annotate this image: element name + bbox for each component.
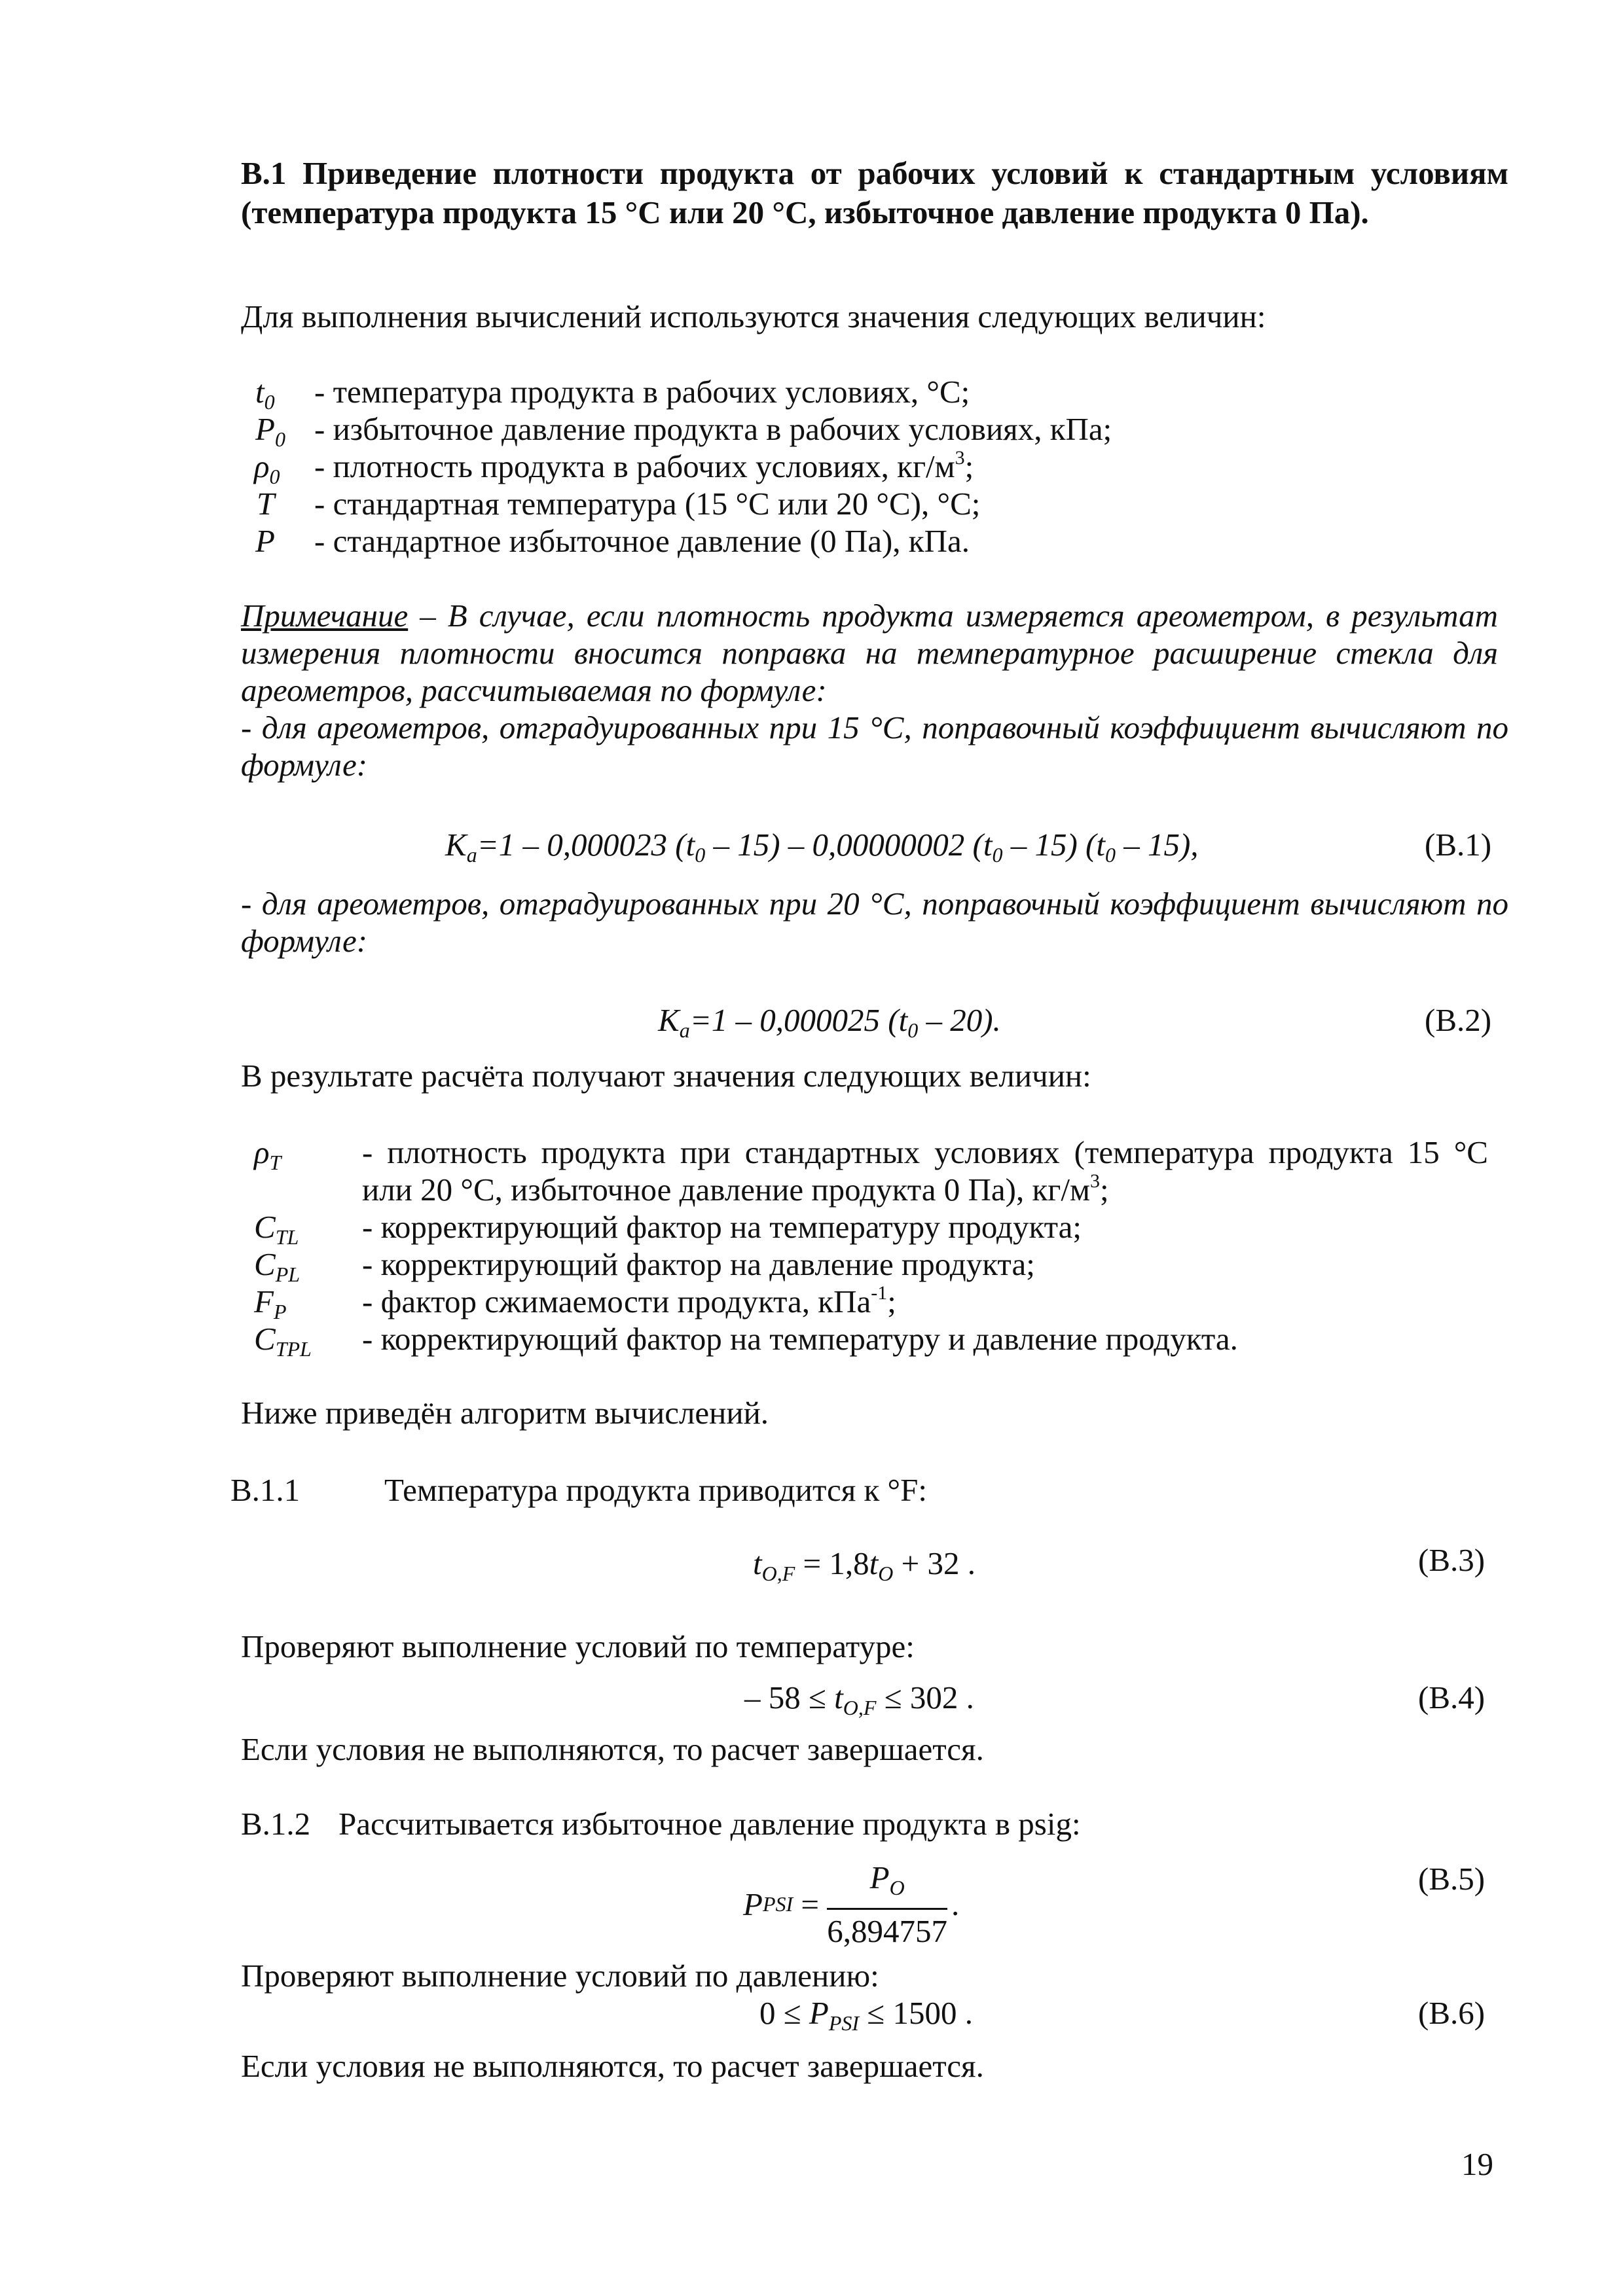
input-desc-P: - стандартное избыточное давление (0 Па), кПа. [314, 523, 970, 559]
note-line-5: формуле: [241, 747, 368, 783]
input-symbol-t0: $t_0$ [255, 374, 275, 414]
output-desc-fp: - фактор сжимаемости продукта, кПа$^{-1}$; [362, 1282, 896, 1319]
equation-number-b4: (В.4) [1418, 1679, 1486, 1715]
equation-number-b1: (В.1) [1425, 827, 1492, 863]
output-desc-ctl: - корректирующий фактор на температуру продукта; [362, 1209, 1082, 1245]
equation-b6: $0 \le P_{PSI} \le 1500$ . [759, 1995, 973, 2035]
output-symbol-fp: $F_P$ [254, 1283, 287, 1323]
output-desc-rhoT-line-2: или 20 °С, избыточное давление продукта 0 Па), $кг/м^3$; [362, 1170, 1109, 1208]
note2-line-2: формуле: [241, 923, 368, 959]
input-symbol-p0: $P_0$ [255, 411, 285, 451]
output-desc-rhoT-line-1: - плотность продукта при стандартных условиях (температура продукта 15 °С [362, 1134, 1488, 1170]
output-symbol-cpl: $C_{PL}$ [254, 1246, 301, 1286]
equation-number-b6: (В.6) [1418, 1995, 1486, 2031]
equation-number-b2: (В.2) [1425, 1002, 1492, 1038]
input-desc-t0: - температура продукта в рабочих условиях, °С; [314, 374, 970, 410]
heading-line-1: В.1 Приведение плотности продукта от рабочих условий к стандартным условиям [241, 155, 1508, 191]
note-line-1: Примечание – В случае, если плотность продукта измеряется ареометром, в результат [241, 598, 1498, 634]
subsection-text-b11: Температура продукта приводится к °F: [384, 1472, 928, 1508]
equation-number-b5: (В.5) [1418, 1861, 1486, 1897]
algorithm-intro: Ниже приведён алгоритм вычислений. [241, 1395, 769, 1431]
note-line-3: ареометров, рассчитываемая по формуле: [241, 672, 827, 708]
note-line-2: измерения плотности вносится поправка на температурное расширение стекла для [241, 635, 1498, 671]
output-symbol-ctpl: $C_{TPL}$ [254, 1321, 312, 1361]
equation-b2: $K_a=1 - 0,000025$ $(t_0 - 20)$. [658, 1002, 1001, 1042]
heading-line-2: (температура продукта 15 °С или 20 °С, избыточное давление продукта 0 Па). [241, 194, 1369, 230]
note-line-4: - для ареометров, отградуированных при 15 °С, поправочный коэффициент вычисляют по [241, 709, 1508, 745]
page-number: 19 [1461, 2146, 1493, 2182]
input-symbol-rho0: $\rho_0$ [254, 448, 280, 488]
input-desc-T: - стандартная температура (15 °С или 20 °С), °С; [314, 486, 981, 522]
note-label: Примечание [241, 598, 409, 634]
intro-text: Для выполнения вычислений используются значения следующих величин: [241, 298, 1266, 334]
fraction-b5: $\frac{P_O}{6,894757}$ [827, 1859, 948, 1949]
equation-b1: $K_a=1 - 0,000023$ $(t_0 - 15) - 0,00000002$ $(t_0 - 15)$ $(t_0 - 15)$, [445, 827, 1199, 867]
input-symbol-T: T [257, 486, 275, 522]
output-desc-cpl: - корректирующий фактор на давление продукта; [362, 1246, 1035, 1282]
note2-line-1: - для ареометров, отградуированных при 20 °С, поправочный коэффициент вычисляют по [241, 886, 1508, 922]
output-symbol-rhoT: $\rho_T$ [254, 1134, 282, 1174]
input-symbol-P: P [255, 523, 275, 559]
input-desc-rho0: - плотность продукта в рабочих условиях, $кг/м^3$; [314, 447, 974, 484]
subsection-text-b12: Рассчитывается избыточное давление продукта в psig: [338, 1806, 1081, 1842]
equation-b3: $t_{O,F} = 1,8t_O + 32$ . [753, 1545, 976, 1585]
output-desc-ctpl: - корректирующий фактор на температуру и давление продукта. [362, 1321, 1238, 1357]
input-desc-p0: - избыточное давление продукта в рабочих условиях, кПа; [314, 411, 1112, 447]
subsection-number-b12: В.1.2 [241, 1806, 311, 1842]
output-symbol-ctl: $C_{TL}$ [254, 1209, 299, 1249]
equation-b5: P PSI = $\frac{P_O}{6,894757}$ . [743, 1859, 960, 1949]
termination-text-1: Если условия не выполняются, то расчет завершается. [241, 1731, 984, 1767]
equation-b4: – $58 \le t_{O,F} \le 302$ . [744, 1679, 974, 1719]
subsection-number-b11: В.1.1 [230, 1472, 301, 1508]
check-pressure-text: Проверяют выполнение условий по давлению: [241, 1958, 879, 1994]
results-intro: В результате расчёта получают значения следующих величин: [241, 1058, 1091, 1094]
termination-text-2: Если условия не выполняются, то расчет завершается. [241, 2048, 984, 2084]
section-heading [241, 154, 1508, 232]
equation-number-b3: (В.3) [1418, 1542, 1486, 1578]
check-temperature-text: Проверяют выполнение условий по температуре: [241, 1628, 915, 1664]
